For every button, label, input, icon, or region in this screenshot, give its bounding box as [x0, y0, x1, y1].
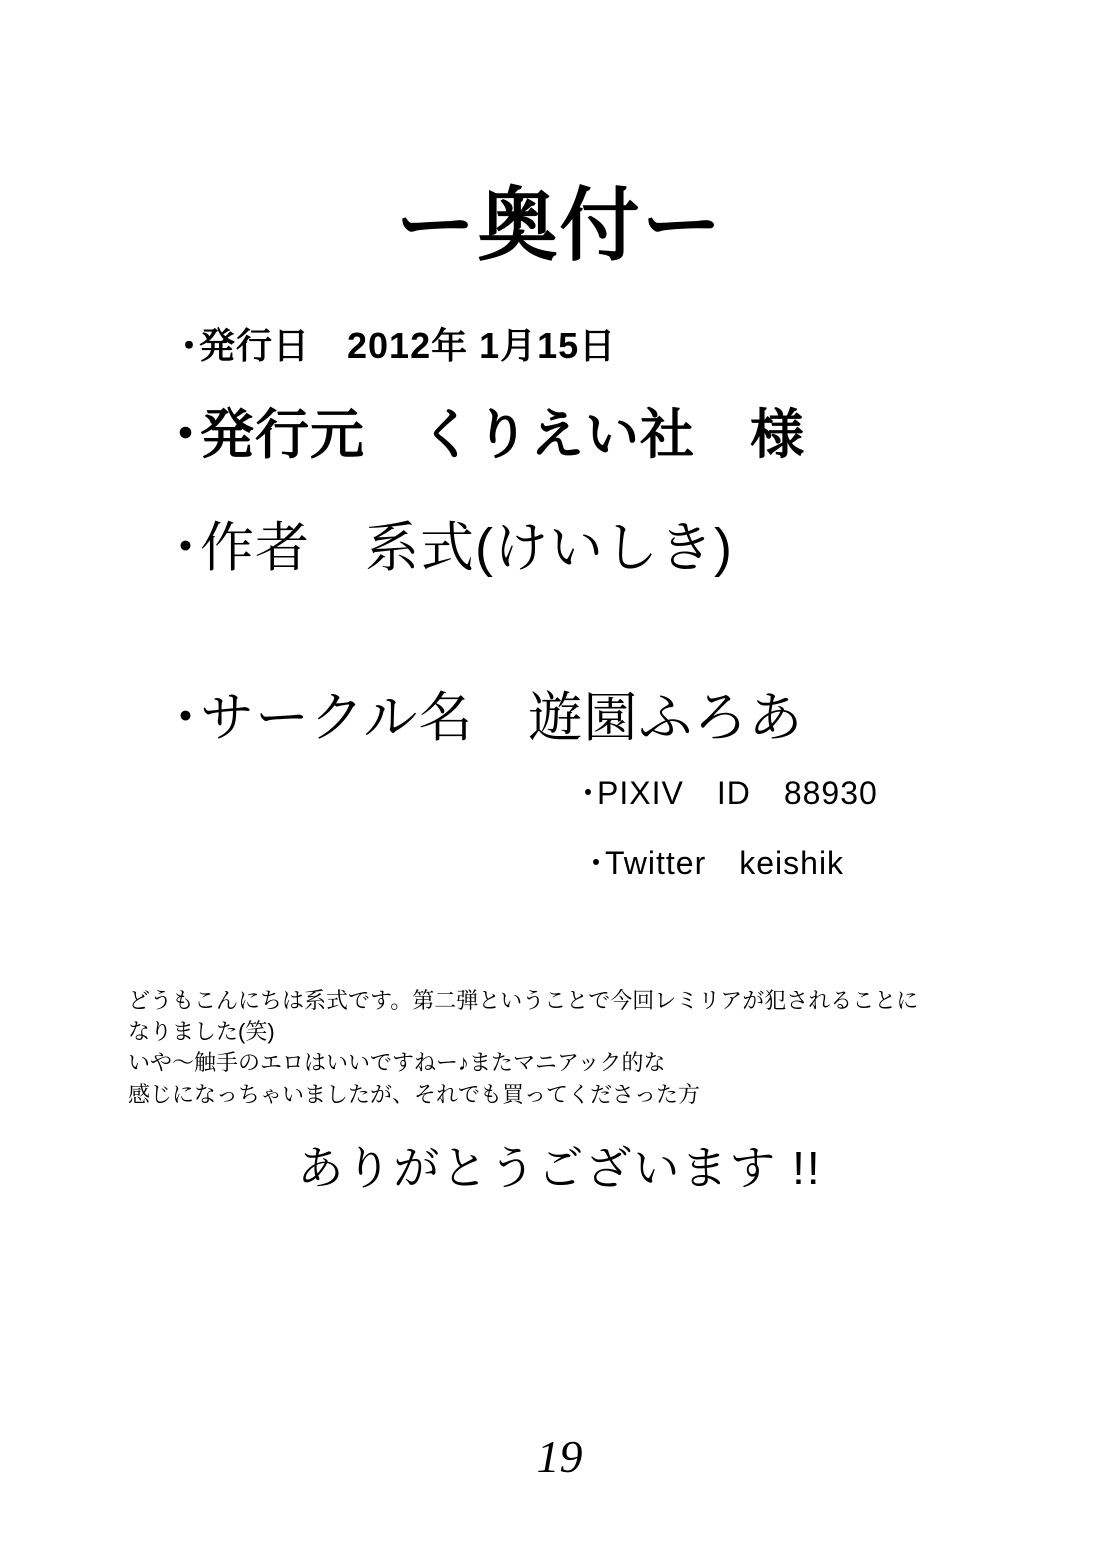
afterword-line: 感じになっちゃいましたが、それでも買ってくださった方: [128, 1081, 701, 1107]
page-title: ー奥付ー: [395, 181, 724, 270]
afterword-line: なりました(笑): [128, 1019, 275, 1045]
twitter-handle: ･Twitter keishik: [588, 845, 845, 881]
afterword-line: どうもこんにちは系式です。第二弾ということで今回レミリアが犯されることに: [128, 988, 919, 1013]
author-name: ･作者 系式(けいしき): [172, 518, 733, 578]
afterword-text: [128, 985, 1068, 1110]
thanks-message: ありがとうございます !!: [297, 1142, 822, 1194]
publication-date: ･発行日 2012年 1月15日: [180, 325, 617, 366]
pixiv-id: ･PIXIV ID 88930: [580, 775, 878, 811]
publisher-name: ･発行元 くりえい社 様: [172, 405, 805, 465]
circle-name: ･サークル名 遊園ふろあ: [172, 688, 804, 748]
page-number: 19: [536, 1431, 583, 1482]
afterword-line: いや〜触手のエロはいいですねー♪またマニアック的な: [128, 1050, 666, 1076]
